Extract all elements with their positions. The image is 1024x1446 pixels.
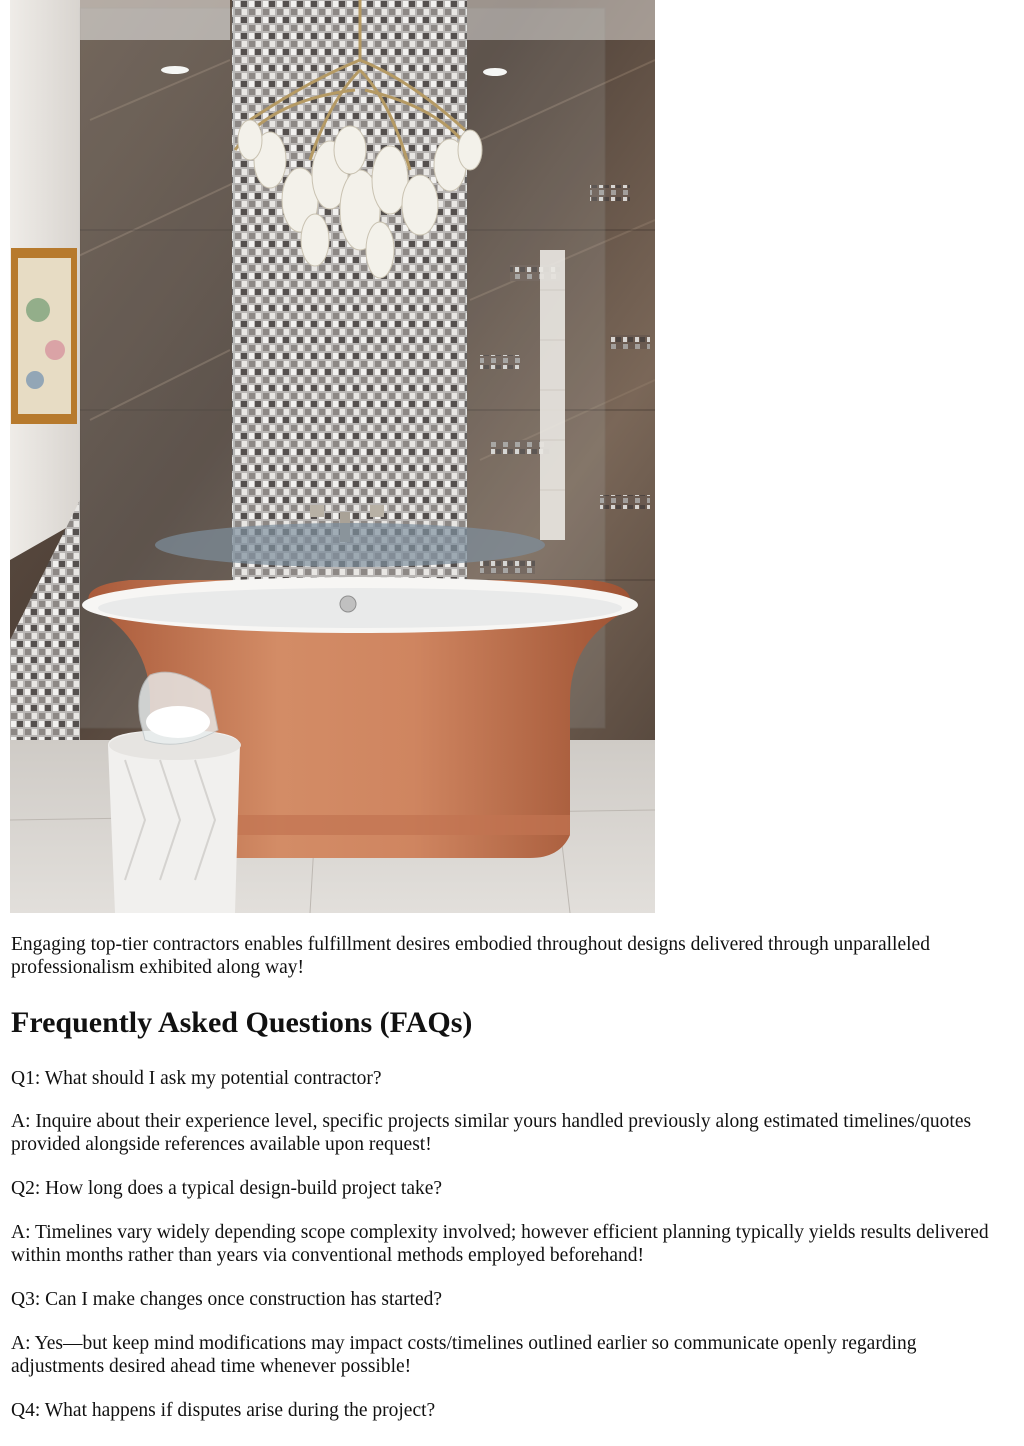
faq-question-3: Q3: Can I make changes once construction has started?	[11, 1289, 443, 1310]
bathroom-photo	[10, 0, 655, 913]
faq-heading: Frequently Asked Questions (FAQs)	[11, 1006, 473, 1039]
faq-answer-2: A: Timelines vary widely depending scope complexity involved; however efficient planning typically yields results delivered within months rather than years via conventional methods employed beforehand!	[11, 1222, 989, 1266]
faq-question-4: Q4: What happens if disputes arise during the project?	[11, 1400, 436, 1421]
faq-answer-1: A: Inquire about their experience level, specific projects similar yours handled previously along estimated timelines/quotes provided alongside references available upon request!	[11, 1111, 972, 1155]
faq-question-1: Q1: What should I ask my potential contractor?	[11, 1068, 382, 1089]
faq-answer-3: A: Yes—but keep mind modifications may impact costs/timelines outlined earlier so communicate openly regarding adjustments desired ahead time whenever possible!	[11, 1333, 917, 1377]
faq-question-2: Q2: How long does a typical design-build project take?	[11, 1178, 443, 1199]
intro-paragraph: Engaging top-tier contractors enables fulfillment desires embodied throughout designs delivered through unparalleled professionalism exhibited along way!	[11, 934, 930, 978]
